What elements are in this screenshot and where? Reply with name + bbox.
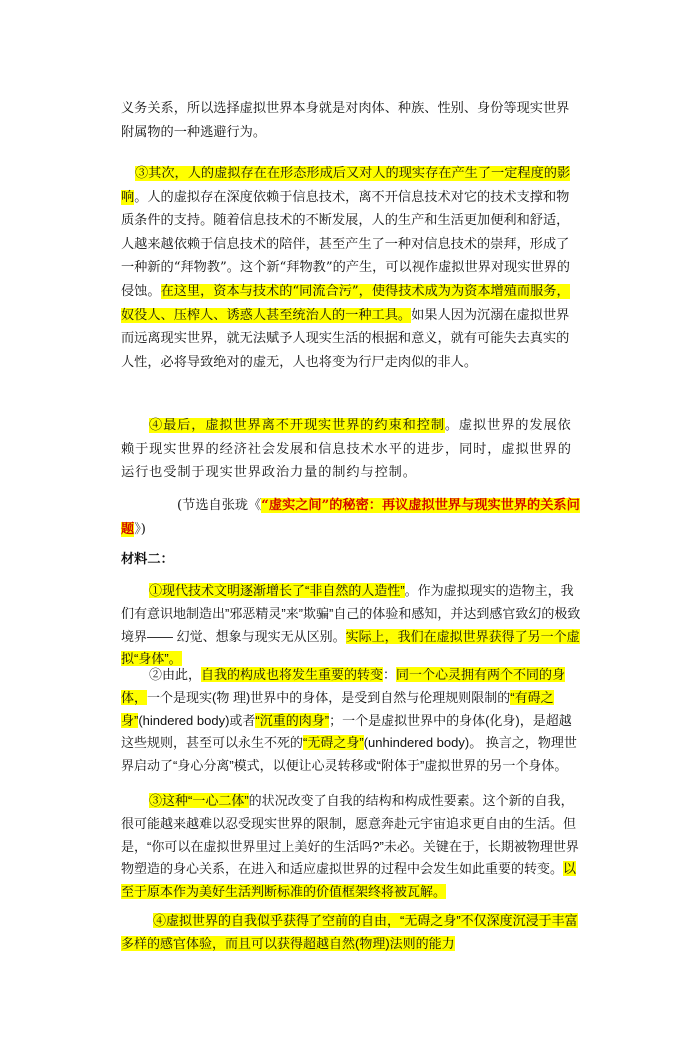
material-two-heading: 材料二： bbox=[121, 552, 174, 567]
paragraph-text: (hindered body)或者 bbox=[138, 712, 256, 728]
highlight-sentence: 实际上，我们在虚拟世界获得了另一个虚拟“身体”。 bbox=[121, 628, 580, 667]
highlight-term: “无碍之身” bbox=[303, 735, 364, 751]
paragraph-text: 的状况改变了自我的结构和构成性要素。这个新的自我，很可能越来越难以忍受现实世界的限制，愿意奔赴元宇宙追求更自由的生活。但是，“你可以在虚拟世界里过上美好的生活吗?”未必。关键在于，长期被物理世界物塑造的身心关系，在进入和适应虚拟世界的过程中会发生如此重要的转变。 bbox=[121, 793, 579, 877]
highlight-key-sentence: 自我的构成也将发生重要的转变 bbox=[201, 667, 384, 682]
material-two-paragraph-2 bbox=[121, 664, 581, 778]
paragraph-text: 。作为虚拟现实的造物主，我们有意识地制造出”邪恶精灵”来”欺骗”自己的体验和感知，并达到感官致幻的极致境界—— 幻觉、想象与现实无从区别。 bbox=[121, 583, 581, 644]
paragraph-text: 如果人因为沉溺在虚拟世界而远离现实世界，就无法赋予人现实生活的根据和意义，就有可能失去真实的人性，必将导致绝对的虚无，人也将变为行尸走肉似的非人。 bbox=[121, 307, 570, 370]
paragraph-text: ；一个是虚拟世界中的身体(化身)，是超越这些规则，甚至可以永生不死的 bbox=[121, 712, 572, 751]
highlight-key-sentence: ④最后，虚拟世界离不开现实世界的约束和控制 bbox=[149, 418, 445, 433]
material-two-paragraph-1 bbox=[121, 580, 581, 671]
paragraph-text: ： bbox=[383, 667, 397, 682]
material-two-paragraph-4 bbox=[121, 910, 581, 956]
highlight-term: “有碍之身” bbox=[121, 689, 554, 728]
highlight-key-sentence: ③这种“一心二体” bbox=[149, 793, 249, 808]
paragraph-text: ②由此， bbox=[149, 667, 202, 682]
highlight-key-sentence: ①现代技术文明逐渐增长了“非自然的人造性” bbox=[149, 583, 405, 598]
citation-suffix: 》) bbox=[134, 521, 146, 537]
material-two-paragraph-3 bbox=[121, 790, 581, 904]
highlight-term: “沉重的肉身” bbox=[255, 712, 330, 728]
paragraph-continuation bbox=[121, 97, 581, 144]
paragraph-point-3 bbox=[121, 162, 581, 374]
highlight-key-sentence: ④虚拟世界的自我似乎获得了空前的自由，“无碍之身”不仅深度沉浸于丰富多样的感官体验，而且可以获得超越自然(物理)法则的能力 bbox=[121, 913, 578, 951]
highlight-key-sentence: ③其次，人的虚拟存在在形态形成后又对人的现实存在产生了一定程度的影响 bbox=[121, 166, 571, 205]
paragraph-text: 义务关系，所以选择虚拟世界本身就是对肉体、种族、性别、身份等现实世界附属物的一种逃避行为。 bbox=[121, 101, 570, 140]
paragraph-point-4 bbox=[121, 414, 581, 485]
highlight-sentence: 在这里，资本与技术的“同流合污”，使得技术成为为资本增殖而服务，奴役人、压榨人、诱惑人甚至统治人的一种工具。 bbox=[121, 283, 570, 323]
highlight-sentence: 以至于原本作为美好生活判断标准的价值框架终将被瓦解。 bbox=[121, 861, 577, 900]
citation-title: “虚实之间”的秘密：再议虚拟世界与现实世界的关系问题 bbox=[121, 498, 580, 537]
highlight-sentence: 同一个心灵拥有两个不同的身体， bbox=[121, 667, 566, 705]
citation-prefix: (节选自张珑《 bbox=[177, 498, 262, 513]
source-citation bbox=[121, 494, 581, 541]
paragraph-text: (unhindered body)。 换言之，物理世界启动了“身心分离”模式，以便让心灵转移或“附体于”虚拟世界的另一个身体。 bbox=[121, 735, 577, 774]
paragraph-text: 一个是现实(物 理)世界中的身体，是受到自然与伦理规则限制的 bbox=[147, 689, 511, 705]
paragraph-text: 。人的虚拟存在深度依赖于信息技术，离不开信息技术对它的技术支撑和物质条件的支持。随着信息技术的不断发展，人的生产和生活更加便利和舒适，人越来越依赖于信息技术的陪伴，甚至产生了一种对信息技术的崇拜，形成了一种新的“拜物教”。这个新“拜物教”的产生，可以视作虚拟世界对现实世界的侵蚀。 bbox=[121, 189, 570, 299]
paragraph-text: 。虚拟世界的发展依赖于现实世界的经济社会发展和信息技术水平的进步，同时，虚拟世界的运行也受制于现实世界政治力量的制约与控制。 bbox=[121, 418, 572, 481]
